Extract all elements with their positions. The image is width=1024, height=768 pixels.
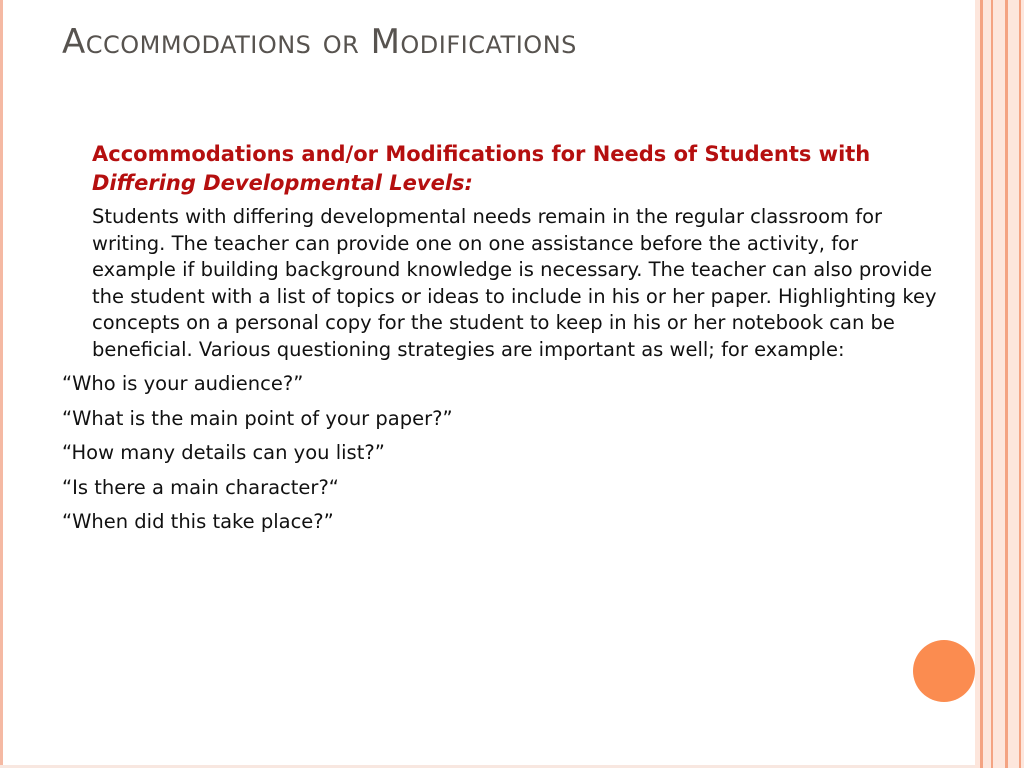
question-item: “Who is your audience?” xyxy=(62,372,304,395)
question-item: “When did this take place?” xyxy=(62,510,334,533)
left-border-stripe xyxy=(0,0,3,768)
orange-circle-decoration xyxy=(913,640,975,702)
decorative-line xyxy=(991,0,993,768)
slide-content xyxy=(62,140,942,544)
heading-text: Accommodations and/or Modifications for Needs of Students with xyxy=(92,142,871,166)
decorative-line xyxy=(1005,0,1008,768)
question-item: “Is there a main character?“ xyxy=(62,475,339,499)
decorative-line xyxy=(1019,0,1021,768)
section-heading xyxy=(92,140,942,198)
question-item: “How many details can you list?” xyxy=(62,441,385,464)
heading-emphasis: Differing Developmental Levels: xyxy=(92,171,473,195)
body-paragraph: Students with differing developmental needs remain in the regular classroom for writing. The teacher can provide one on one assistance before the activity, for example if building background knowledge is necessary. The teacher can also provide the student with a list of topics or ideas to include in his or her paper. Highlighting key concepts on a personal copy for the student to keep in his or her notebook can be beneficial. Various questioning strategies are important as well; for example: xyxy=(92,205,937,361)
question-item: “What is the main point of your paper?” xyxy=(62,406,453,430)
slide-title: Accommodations or Modifications xyxy=(62,22,577,62)
question-list xyxy=(62,371,942,535)
decorative-line xyxy=(980,0,983,768)
right-decorative-band xyxy=(975,0,1024,768)
